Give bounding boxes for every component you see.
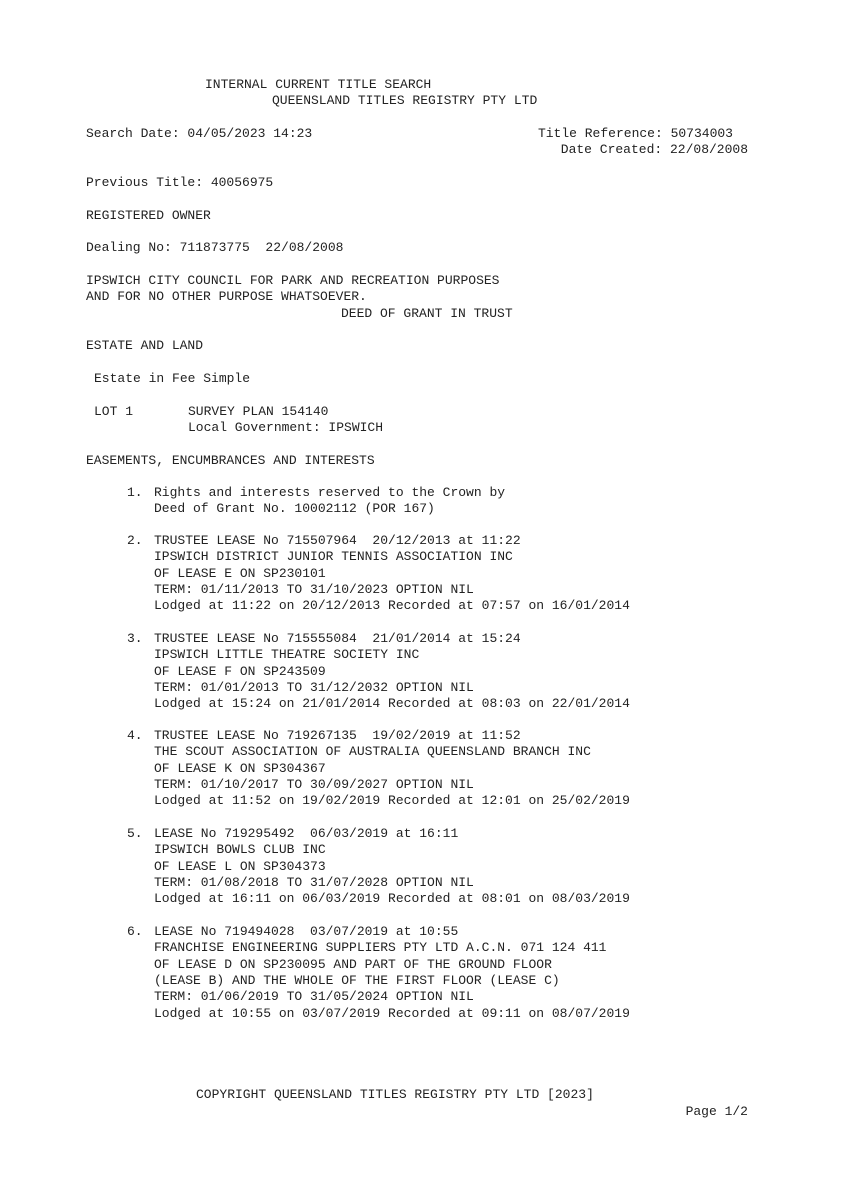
easement-number: 1. <box>127 485 143 500</box>
easement-number: 3. <box>127 631 143 646</box>
easement-line: IPSWICH LITTLE THEATRE SOCIETY INC <box>154 647 420 663</box>
easement-line: OF LEASE K ON SP304367 <box>154 760 326 776</box>
easement-line: THE SCOUT ASSOCIATION OF AUSTRALIA QUEENSLAND BRANCH INC <box>154 744 591 760</box>
title-reference: Title Reference: 50734003 <box>537 126 733 141</box>
easement-line: TRUSTEE LEASE No 715507964 20/12/2013 at 11:22 <box>154 533 521 548</box>
easement-line: Lodged at 16:11 on 06/03/2019 Recorded at 08:01 on 08/03/2019 <box>154 891 630 907</box>
easements-heading: EASEMENTS, ENCUMBRANCES AND INTERESTS <box>86 453 375 468</box>
easement-line: Lodged at 11:52 on 19/02/2019 Recorded at 12:01 on 25/02/2019 <box>154 793 630 809</box>
easement-line: LEASE No 719295492 06/03/2019 at 16:11 <box>154 826 459 841</box>
dealing-number: Dealing No: 711873775 22/08/2008 <box>86 240 344 255</box>
survey-plan: SURVEY PLAN 154140 <box>188 404 329 419</box>
previous-title: Previous Title: 40056975 <box>86 175 274 190</box>
easement-line: FRANCHISE ENGINEERING SUPPLIERS PTY LTD A.C.N. 071 124 411 <box>154 940 607 956</box>
easement-line: TRUSTEE LEASE No 715555084 21/01/2014 at 15:24 <box>154 631 521 646</box>
deed-type: DEED OF GRANT IN TRUST <box>341 306 513 321</box>
easement-number: 4. <box>127 728 143 743</box>
local-government: Local Government: IPSWICH <box>188 420 384 435</box>
estate-and-land-heading: ESTATE AND LAND <box>86 338 204 353</box>
easement-number: 5. <box>127 826 143 841</box>
easement-line: Lodged at 11:22 on 20/12/2013 Recorded at 07:57 on 16/01/2014 <box>154 598 630 614</box>
easement-line: TRUSTEE LEASE No 719267135 19/02/2019 at 11:52 <box>154 728 521 743</box>
easement-line: TERM: 01/01/2013 TO 31/12/2032 OPTION NIL <box>154 679 474 695</box>
easement-number: 2. <box>127 533 143 548</box>
easement-number: 6. <box>127 924 143 939</box>
easement-line: LEASE No 719494028 03/07/2019 at 10:55 <box>154 924 459 939</box>
registry-name: QUEENSLAND TITLES REGISTRY PTY LTD <box>272 93 538 108</box>
easement-line: Lodged at 15:24 on 21/01/2014 Recorded at 08:03 on 22/01/2014 <box>154 696 630 712</box>
easement-line: TERM: 01/10/2017 TO 30/09/2027 OPTION NIL <box>154 776 474 792</box>
easement-line: IPSWICH DISTRICT JUNIOR TENNIS ASSOCIATION INC <box>154 549 513 565</box>
page-number: Page 1/2 <box>685 1104 748 1119</box>
easement-line: TERM: 01/11/2013 TO 31/10/2023 OPTION NIL <box>154 581 474 597</box>
search-date: Search Date: 04/05/2023 14:23 <box>86 126 313 141</box>
estate-type: Estate in Fee Simple <box>94 371 251 386</box>
registered-owner-heading: REGISTERED OWNER <box>86 208 211 223</box>
owner-line: AND FOR NO OTHER PURPOSE WHATSOEVER. <box>86 289 367 304</box>
easement-line: TERM: 01/06/2019 TO 31/05/2024 OPTION NIL <box>154 989 474 1005</box>
copyright-notice: COPYRIGHT QUEENSLAND TITLES REGISTRY PTY LTD [2023] <box>196 1087 594 1102</box>
easement-line: (LEASE B) AND THE WHOLE OF THE FIRST FLOOR (LEASE C) <box>154 972 560 988</box>
easement-line: OF LEASE D ON SP230095 AND PART OF THE GROUND FLOOR <box>154 956 552 972</box>
lot-number: LOT 1 <box>94 404 134 419</box>
easement-line: Lodged at 10:55 on 03/07/2019 Recorded at 09:11 on 08/07/2019 <box>154 1005 630 1021</box>
easement-line: TERM: 01/08/2018 TO 31/07/2028 OPTION NIL <box>154 874 474 890</box>
document-title: INTERNAL CURRENT TITLE SEARCH <box>205 77 432 92</box>
owner-line: IPSWICH CITY COUNCIL FOR PARK AND RECREATION PURPOSES <box>86 273 500 288</box>
date-created: Date Created: 22/08/2008 <box>560 142 748 157</box>
easement-line: OF LEASE L ON SP304373 <box>154 858 326 874</box>
easement-line: OF LEASE F ON SP243509 <box>154 663 326 679</box>
easement-line: IPSWICH BOWLS CLUB INC <box>154 842 326 858</box>
easement-line: Rights and interests reserved to the Crown by <box>154 485 506 500</box>
easement-line: OF LEASE E ON SP230101 <box>154 565 326 581</box>
easement-line: Deed of Grant No. 10002112 (POR 167) <box>154 501 435 517</box>
